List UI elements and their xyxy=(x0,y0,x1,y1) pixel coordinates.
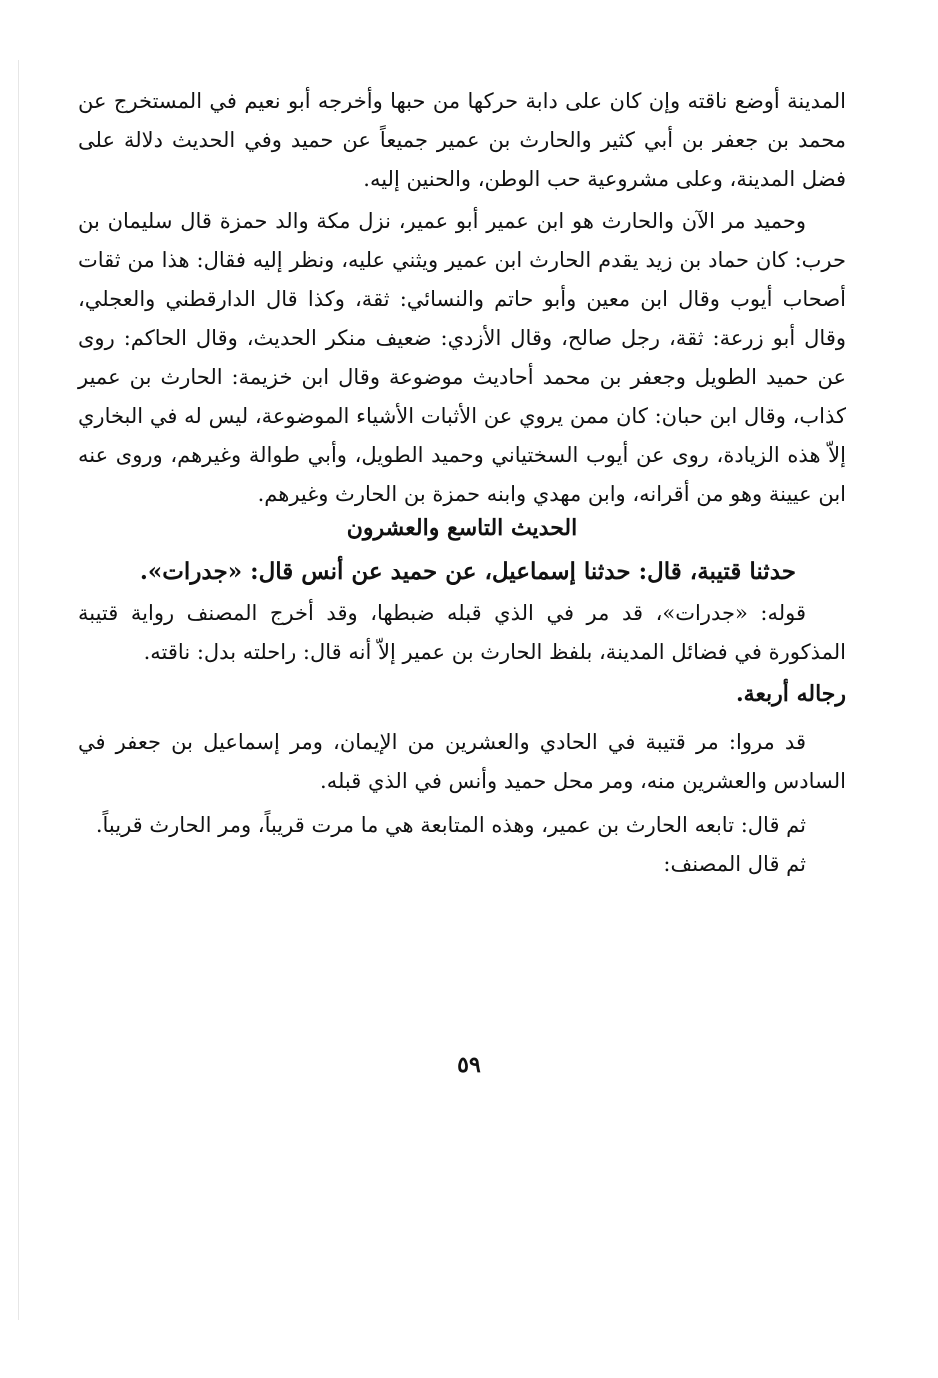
commentary-text: قوله: «جدرات»، قد مر في الذي قبله ضبطها، وقد أخرج المصنف رواية قتيبة المذكورة في فضائل المدينة، بلفظ الحارث بن عمير إلاّ أنه قال: راحلته بدل: ناقته. xyxy=(78,601,846,664)
paragraph-text: وحميد مر الآن والحارث هو ابن عمير أبو عمير، نزل مكة والد حمزة قال سليمان بن حرب: كان حماد بن زيد يقدم الحارث ابن عمير ويثني عليه، ونظر إليه فقال: هذا من ثقات أصحاب أيوب وقال ابن معين وأبو حاتم والنسائي: ثقة، وكذا قال الدارقطني والعجلي، وقال أبو زرعة: ثقة، رجل صالح، وقال الأزدي: ضعيف منكر الحديث، وقال الحاكم: روى عن حميد الطويل وجعفر بن محمد أحاديث موضوعة وقال ابن خزيمة: الحارث بن عمير كذاب، وقال ابن حبان: كان ممن يروي عن الأثبات الأشياء الموضوعة، ليس له في البخاري إلاّ هذه الزيادة، روى عن أيوب السختياني وحميد الطويل، وأبي طوالة وغيرهم، وروى عنه ابن عيينة وهو من أقرانه، وابن مهدي وابنه حمزة بن الحارث وغيرهم. xyxy=(78,209,846,506)
commentary xyxy=(78,594,846,672)
page-number: ٥٩ xyxy=(457,1052,481,1078)
paragraph-medina xyxy=(78,82,846,199)
closing-lines xyxy=(78,806,846,884)
narrators-paragraph xyxy=(78,723,846,801)
narrators-heading: رجاله أربعة. xyxy=(735,681,846,707)
paragraph-humaid-harith xyxy=(78,202,846,514)
closing-line-1: ثم قال: تابعه الحارث بن عمير، وهذه المتابعة هي ما مرت قريباً، ومر الحارث قريباً. xyxy=(95,813,806,837)
hadith-heading: الحديث التاسع والعشرون xyxy=(346,515,578,541)
hadith-text: حدثنا قتيبة، قال: حدثنا إسماعيل، عن حميد عن أنس قال: «جدرات». xyxy=(139,558,796,585)
closing-line-2: ثم قال المصنف: xyxy=(663,852,806,876)
paragraph-text: المدينة أوضع ناقته وإن كان على دابة حركها من حبها وأخرجه أبو نعيم في المستخرج عن محمد بن جعفر بن أبي كثير والحارث بن عمير جميعاً عن حميد وفي الحديث دلالة على فضل المدينة، وعلى مشروعية حب الوطن، والحنين إليه. xyxy=(78,89,846,191)
narrators-text: قد مروا: مر قتيبة في الحادي والعشرين من الإيمان، ومر إسماعيل بن جعفر في السادس والعشرين منه، ومر محل حميد وأنس في الذي قبله. xyxy=(78,730,846,793)
page-edge-line xyxy=(18,60,19,1320)
